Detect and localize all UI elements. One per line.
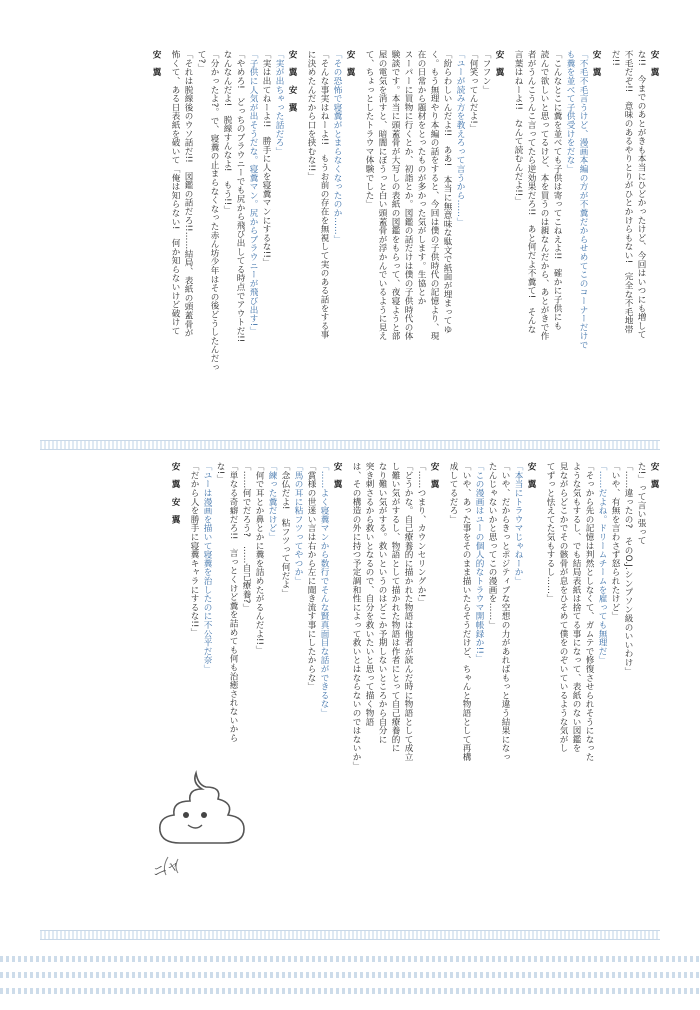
doodle-caption: ニャ [150,856,183,882]
text-column: 「いや、だからきっとポジティブな空想の力があればもっと違う結果になっ [500,462,510,762]
text-column: 見ながらどこかでその骸骨が息をひそめて僕をのぞいているような気がし [558,462,568,753]
speaker-column: 安 翼 [649,462,659,489]
text-column: 言葉はねーよ!! なんて読むんだよ!!」 [513,50,523,206]
text-column: 「どうかな。自己療養的に描かれた物語は他者が読んだ時に物語として成立 [403,462,413,762]
text-column: ような気もするし、でも結局表紙は捨てる事になって、表紙のない図鑑を [571,462,581,753]
text-column: 「そっから先の記憶は判然としなくて、ガムテで修復させられそうになった [584,462,594,762]
footer-stripe [0,956,700,962]
text-column: 「フフン」 [481,50,491,94]
text-column: 「馬の耳に粘フツってやつか」 [293,462,303,586]
text-column: 「いや、あった事をそのまま描いたらそうだけど、ちゃんと物語として再構 [461,462,471,762]
speaker-column: 安 翼 [345,50,355,77]
text-column: は、その構造の外に持つ予定調和性によって救いとはならないのではないか」 [351,462,361,770]
speaker-column: 安 翼 [332,462,342,489]
text-column: 者がうんこうんこ言ってたら逆効果だろ!! あと何だよ不糞て! そんな [526,50,536,334]
text-column [538,462,543,862]
top-text-block [40,50,660,430]
text-column [441,462,446,862]
text-column [299,50,304,430]
text-column: 成してるだろ」 [448,462,458,524]
middle-divider-band [40,440,660,450]
text-column: 「……よく寝糞マンから数行でそんな賢真面目な話ができるな」 [319,462,329,718]
text-column: 「だから人を勝手に寝糞キャラにするな!!」 [189,462,199,637]
text-column: 「その恐怖で寝糞がとまらなくなったのか……」 [332,50,342,244]
text-column: 「実が出ちゃった話だろ」 [274,50,284,156]
text-column: 「何で耳とか鼻とかに糞を詰めたがるんだよ!!」 [254,462,264,655]
text-column: 不毛だぞ!! 意味のあるやりとりがひとかけらもない! 完全な不毛地帯 [623,50,633,334]
text-column: 屋の電気を消すと、暗闇にぼうっと白い頭蓋骨が浮かんでいるように見え [377,50,387,341]
text-column: な!」 [215,462,225,484]
text-column: た!」って言い張って [636,462,646,545]
text-column: 「実は出てねーよ!! 勝手に人を寝糞マンにするな!!」 [261,50,271,267]
text-column: 「子供に人気が出そうだな。寝糞マン。尻からブラウニーが飛び出す!」 [248,50,258,336]
text-column [357,50,362,430]
text-column: なんなんだよ! 脱線すんなよ! もう!!」 [222,50,232,215]
text-column: 「本当にトラウマじゃねーか」 [513,462,523,586]
speaker-column: 安 翼 [649,50,659,77]
text-column: に決めたんだから口を挟むな!!」 [306,50,316,181]
speaker-column: 安 翼 [151,50,161,77]
text-column [506,50,511,430]
text-column: 読んで欲しいと思ってるけど、本を買うのは親なんだから、あとがきで作 [539,50,549,341]
bottom-divider-band [40,930,660,940]
text-column: し難い気がするし、物語として描かれた物語は作者にとって自己療養的に [390,462,400,753]
text-column [603,50,608,430]
bottom-text-block [40,462,660,862]
footer-stripe [0,988,700,994]
text-column: 験談です。本当に頭蓋骨が大写しの表紙の図鑑をもらって、夜寝ようと部 [390,50,400,341]
text-column: 「分かったよ?。で、寝糞の止まらなくなった赤ん坊少年はその後どうしたんだっ [209,50,219,372]
text-column: 「この漫画はユーの個人的なトラウマ開帳録か!!」 [474,462,484,663]
speaker-column: 安 翼 [429,462,439,489]
poop-doodle-icon [138,765,248,885]
text-column: 「そんな事実はねーよ!! もうお前の存在を無視して実のある話をする事 [319,50,329,339]
text-column: 「何笑ってんだよ!」 [468,50,478,133]
text-column: 在の日常から題材をとったものが多かった気がします。生協とか [416,50,426,306]
text-column: て?」 [196,50,206,73]
text-column: 「単なる奇癖だろ!! 言っとくけど糞を詰めても何も治癒されないから [228,462,238,743]
text-column: 「ユーは漫画を描いて寝糞を治したのに不公平だ奈」 [202,462,212,674]
text-column: てずっと怯えてた気もするし……」 [545,462,555,603]
text-column: 突き刺さるから救いとなるので、自分を救いたいと思って描く物語 [364,462,374,726]
text-column: たんじゃないかと思ってこの漫画を……」 [487,462,497,630]
text-column: 「……つまり、カウンセリングか!」 [416,462,426,607]
text-column: 「やめろ! どっちのブラウニーでも尻から飛び出してる時点でアウトだ!! [235,50,245,343]
text-column: 「いや、有無を言わさず怒られたけど」 [610,462,620,621]
speaker-column: 安 翼 [526,462,536,489]
text-column: も糞を並べて子供受けをだな」 [565,50,575,174]
text-column: 「……何でだろう? ……自己療養?」 [241,462,251,613]
text-column: 「ユーが読み方を教えろって言うから……」 [455,50,465,226]
text-column: 「紛らわしいんだよ!! ああ! 本当に無意味な駄文で紙面が埋まってゆ [442,50,452,334]
speaker-column: 安 翼 安 翼 [287,50,297,112]
text-column [163,50,168,430]
text-column: 「念仏だよ! 粘フツって何だよ」 [280,462,290,598]
text-column [344,462,349,862]
text-column: 「……違ったの? そのO.J.シンプソン級のいいわけ」 [623,462,633,676]
text-column: 「不毛不毛言うけど、漫画本編の方が不糞だからせめてこのコーナーだけで [578,50,588,350]
text-column: て、ちょっとしたトラウマ体験でした」 [364,50,374,209]
text-column: な!! 今までのあとがきも本当にひどかったけど、今回はいつにも増して [636,50,646,339]
speaker-column: 安 翼 安 翼 [170,462,180,524]
text-column: 怖くて、ある日表紙を破いて「俺は知らない! 何か知らないけど破けて [170,50,180,336]
speaker-column: 安 翼 [494,50,504,77]
text-column: 「練った糞だけど」 [267,462,277,542]
text-column: く。もう無理やり本編の話をすると、今回は僕の子供時代の記憶より、現 [429,50,439,341]
text-column: スーパーに買物に行くとか、初詣とか。図鑑の話だけは僕の子供時代の体 [403,50,413,341]
text-column: 「それは脱線後のウソ話だ!! 図鑑の話だろ!!……結局、表紙の頭蓋骨が [183,50,193,338]
text-column: 「賞様の世迷い言は右から左に聞き流す事にしたからな」 [306,462,316,691]
speaker-column: 安 翼 [591,50,601,77]
text-column: だ!! [610,50,620,67]
text-column: 「……だよね。ドリームチームを雇っても無理だ」 [597,462,607,665]
text-column: 「こんなとこに糞を並べても子供は寄ってこねえよ!! 確かに子供にも [552,50,562,331]
footer-stripe [0,972,700,978]
text-column: なり難い気がする。救いというのはどこか予期しないところから自分に [377,462,387,744]
